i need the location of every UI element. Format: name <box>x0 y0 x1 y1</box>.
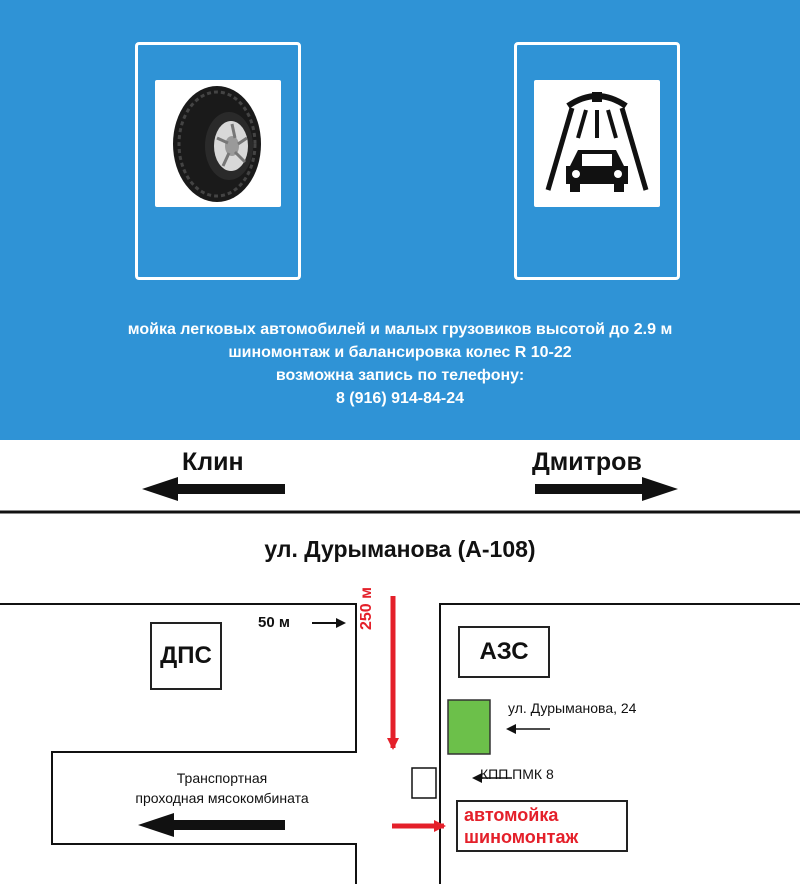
phone-number: 8 (916) 914-84-24 <box>335 390 465 407</box>
gas-station: АЗС <box>458 626 550 678</box>
address-label: ул. Дурыманова, 24 <box>508 700 637 716</box>
arrow-to-klin <box>142 477 285 501</box>
tire-service-sign <box>135 42 301 280</box>
destination-box <box>456 800 628 852</box>
car-wash-sign <box>514 42 680 280</box>
arrow-plant-passage <box>138 813 285 837</box>
info-banner <box>0 0 800 440</box>
service-tire-line: шиномонтаж и балансировка колес R 10-22 <box>228 344 572 361</box>
booking-line: возможна запись по телефону: <box>275 367 525 384</box>
arrow-to-dmitrov <box>535 477 678 501</box>
checkpoint-booth <box>412 768 436 798</box>
plant-passage-label: Транспортная проходная мясокомбината <box>135 770 309 806</box>
main-street-label: ул. Дурыманова (А-108) <box>264 536 536 562</box>
car-wash-icon <box>534 80 660 207</box>
service-wash-line: мойка легковых автомобилей и малых грузовиков высотой до 2.9 м <box>127 321 673 338</box>
checkpoint-label: КПП ПМК 8 <box>480 766 554 782</box>
building-24 <box>448 700 490 754</box>
tire-icon <box>155 80 281 207</box>
police-post: ДПС <box>150 622 222 690</box>
distance-50m: 50 м <box>258 614 290 631</box>
route-map <box>0 440 800 884</box>
distance-250m: 250 м <box>358 587 375 630</box>
direction-klin: Клин <box>182 448 244 476</box>
destination-tire: шиномонтаж <box>464 827 579 847</box>
destination-wash: автомойка <box>464 805 559 825</box>
banner-text <box>0 318 800 410</box>
road-outlines <box>0 604 800 884</box>
direction-dmitrov: Дмитров <box>532 448 642 476</box>
